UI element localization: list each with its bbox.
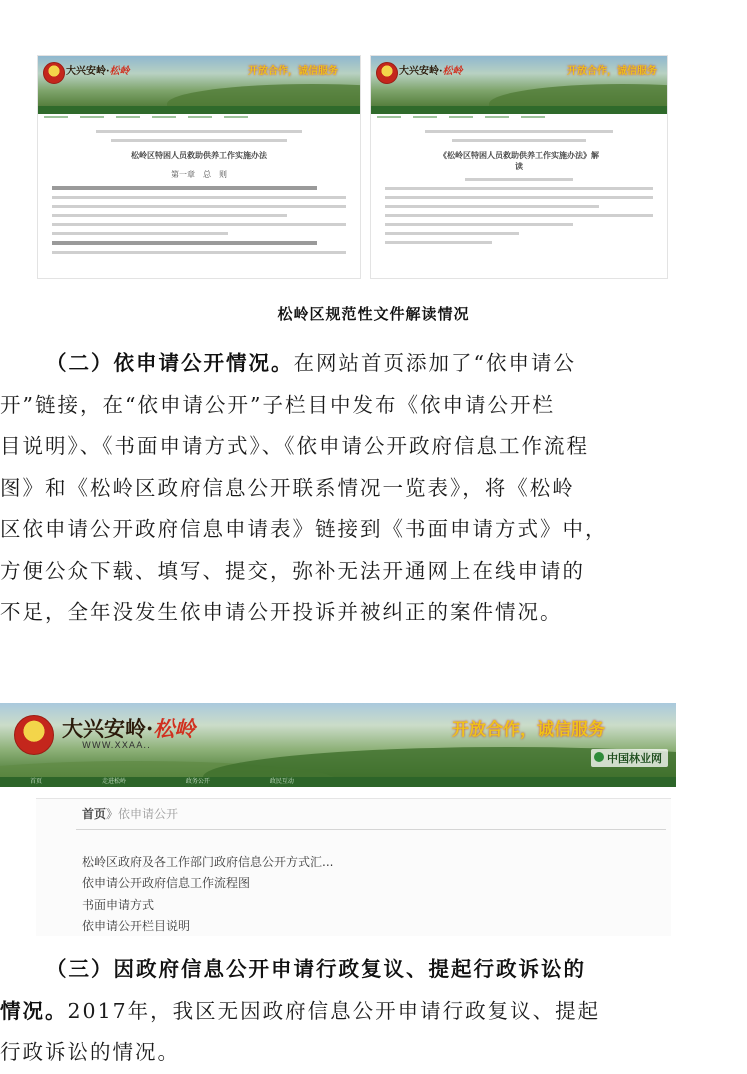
site-brand: 大兴安岭·松岭 xyxy=(66,66,130,77)
nav-interaction: 政民互动 xyxy=(269,778,294,785)
site-brand: 大兴安岭·松岭 xyxy=(399,66,463,77)
site-banner xyxy=(0,703,676,777)
site-slogan: 开放合作，诚信服务 xyxy=(567,66,657,77)
menu-item: 书面申请方式 xyxy=(82,898,155,912)
menu-item: 依申请公开政府信息工作流程图 xyxy=(82,876,251,890)
website-screenshot xyxy=(0,703,747,935)
menu-item: 松岭区政府及各工作部门政府信息公开方式汇... xyxy=(82,855,334,869)
site-nav xyxy=(0,777,676,787)
national-emblem-icon xyxy=(43,62,65,84)
site-brand: 大兴安岭·松岭 xyxy=(62,716,196,741)
document-chapter: 第一章 总 则 xyxy=(171,170,227,179)
section-3-paragraph: （三）因政府信息公开申请行政复议、提起行政诉讼的 情况。2017年，我区无因政府信息公开申请行政复议、提起 行政诉讼的情况。 xyxy=(0,957,601,1064)
figure-caption: 松岭区规范性文件解读情况 xyxy=(277,305,470,323)
nav-home: 首页 xyxy=(30,778,43,785)
menu-item: 依申请公开栏目说明 xyxy=(82,919,191,933)
section-2-heading: （二）依申请公开情况。 xyxy=(46,351,294,375)
document-title: 松岭区特困人员救助供养工作实施办法 xyxy=(131,150,267,160)
site-nav xyxy=(38,106,360,114)
section-3-heading: （三）因政府信息公开申请行政复议、提起行政诉讼的 xyxy=(46,957,586,981)
document-screenshot-2 xyxy=(370,55,668,279)
apply-disclosure-panel xyxy=(36,798,671,936)
breadcrumb: 首页》依申请公开 xyxy=(82,807,179,821)
site-banner xyxy=(371,56,667,106)
section-2-paragraph: （二）依申请公开情况。在网站首页添加了“依申请公 开”链接，在“依申请公开”子栏目中发布《依申请公开栏 目说明》、《书面申请方式》、《依申请公开政府信息工作流程 图》和《松岭区政府信息公开联系情况一览表》，将《松岭 区依申请公开政府信息申请表》链接到《书面申请方式》中， 方便公众下载、填写、提交，弥补无法开通网上在线申请的 不足，全年没发生依申请公开投诉并被纠正的案件情况。 xyxy=(0,351,608,624)
forestry-logo: 中国林业网 xyxy=(591,749,668,767)
nav-about: 走进松岭 xyxy=(101,778,126,785)
site-url: WWW.XXAA.. xyxy=(82,741,151,751)
nav-affairs: 政务公开 xyxy=(185,778,210,785)
site-nav xyxy=(371,106,667,114)
site-slogan: 开放合作，诚信服务 xyxy=(452,720,605,740)
document-title: 《松岭区特困人员救助供养工作实施办法》解读 xyxy=(438,150,599,171)
national-emblem-icon xyxy=(376,62,398,84)
site-banner xyxy=(38,56,360,106)
site-slogan: 开放合作，诚信服务 xyxy=(248,66,338,77)
document-screenshot-1 xyxy=(37,55,361,279)
national-emblem-icon xyxy=(14,715,54,755)
